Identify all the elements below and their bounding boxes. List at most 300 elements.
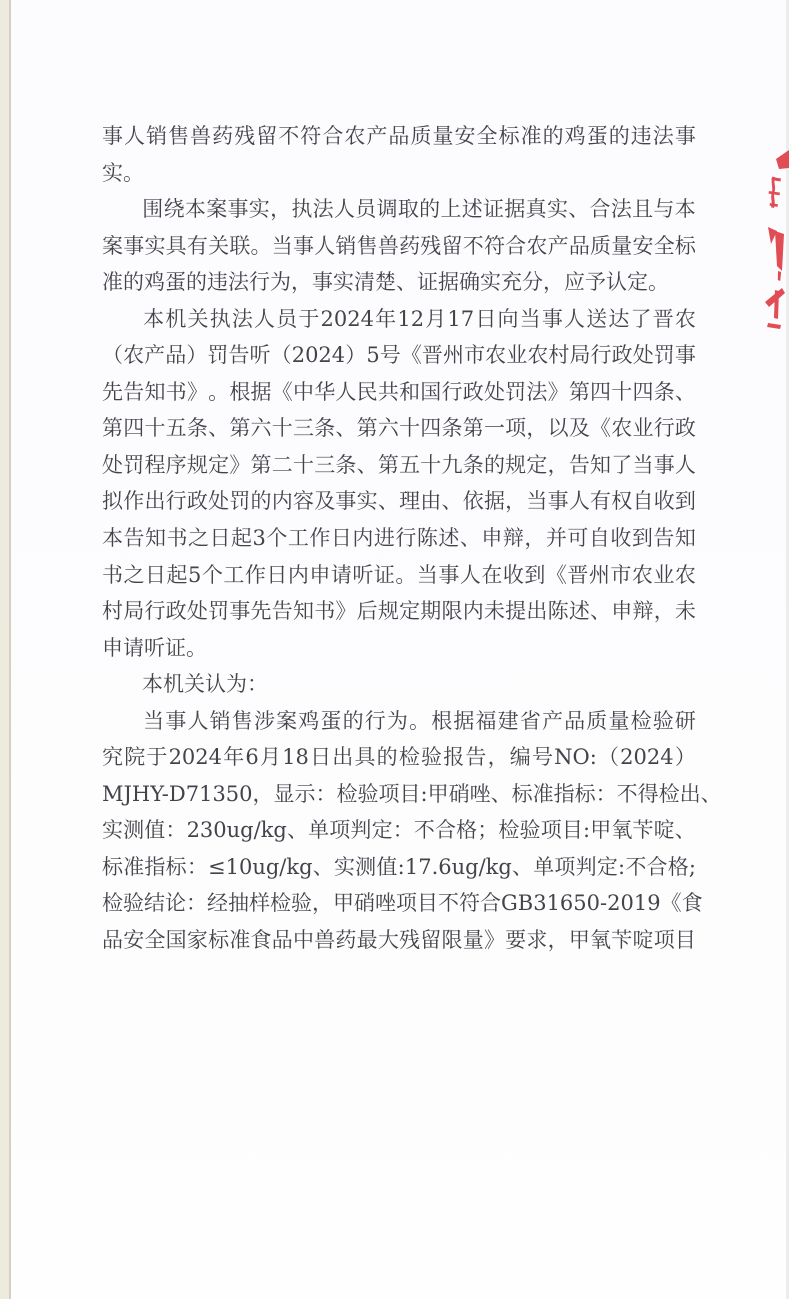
text-token: 的	[250, 489, 272, 514]
text-token: 标	[165, 854, 187, 879]
text-token: 内	[352, 526, 374, 551]
text-token: 事	[292, 233, 314, 258]
text-token: 进	[373, 526, 395, 551]
text-token: 业	[506, 343, 528, 368]
text-token: :	[582, 818, 591, 843]
text-token: 》	[186, 379, 208, 404]
text-token: 实	[546, 197, 568, 222]
text-token: ：	[247, 672, 268, 697]
text-token: 事	[102, 124, 123, 148]
text-token: 政	[165, 599, 187, 624]
text-token: 证	[417, 270, 438, 295]
text-token: 申	[611, 599, 633, 624]
text-token: 市	[610, 562, 632, 587]
text-token: 安	[632, 233, 654, 258]
text-token: 残	[399, 928, 421, 953]
text-token: ，	[547, 452, 569, 477]
text-token: 罚	[653, 343, 675, 368]
document-line	[102, 855, 696, 892]
text-token: 、	[356, 452, 378, 477]
text-token: 应	[564, 270, 585, 295]
text-token: 内	[287, 562, 309, 587]
text-token: 目	[561, 818, 583, 843]
text-token: 在	[481, 562, 503, 587]
text-token: 检	[270, 891, 291, 916]
text-token: 不	[462, 233, 484, 258]
text-token: 证	[483, 197, 505, 222]
text-token: 、	[490, 781, 512, 806]
text-token: 第	[250, 452, 272, 477]
text-token: 违	[630, 124, 652, 148]
text-token: 取	[397, 197, 419, 222]
text-token: 农	[611, 416, 633, 441]
text-token: 理	[399, 489, 421, 514]
text-token: 条	[335, 452, 357, 477]
text-token: 、	[512, 854, 534, 879]
text-token: 具	[165, 233, 187, 258]
text-token: 验	[123, 891, 144, 916]
text-token: 出	[526, 599, 548, 624]
text-token: 州	[443, 343, 464, 368]
text-token: 日	[209, 526, 231, 551]
text-token: 之	[188, 526, 209, 551]
text-token: 农	[344, 124, 366, 148]
text-token: 月	[259, 745, 281, 770]
text-token: 法	[231, 306, 253, 331]
text-token: ，	[270, 197, 292, 222]
text-token: 证	[165, 635, 186, 660]
text-token: 事	[312, 270, 333, 295]
text-token: 产	[547, 233, 569, 258]
text-token: 《	[590, 416, 612, 441]
text-token: 售	[231, 708, 253, 733]
text-token: 条	[653, 379, 675, 404]
text-token: 后	[356, 599, 378, 624]
text-token: :	[397, 854, 405, 879]
text-token: 程	[144, 452, 166, 477]
text-token: 作	[309, 526, 331, 551]
text-token: 显	[273, 781, 295, 806]
text-token: 权	[611, 489, 633, 514]
text-token: 甲	[590, 818, 612, 843]
text-token: NO:	[554, 745, 597, 770]
text-token: 、	[674, 818, 696, 843]
red-seal-fragment-icon	[762, 147, 789, 335]
text-token: 唑	[375, 891, 396, 916]
text-token: 药	[212, 124, 234, 148]
text-token: 、	[700, 781, 722, 806]
text-token: 药	[399, 233, 421, 258]
text-token: 晋	[652, 306, 674, 331]
document-line	[102, 124, 696, 161]
text-token: 本	[142, 672, 163, 697]
text-token: 鸡	[564, 124, 586, 148]
text-token: 的	[483, 452, 505, 477]
text-token: 执	[209, 306, 231, 331]
text-token: 业	[632, 416, 654, 441]
text-token: 留	[420, 928, 442, 953]
text-token: ，	[547, 928, 569, 953]
text-token: 、	[590, 599, 612, 624]
text-token: 合	[505, 233, 527, 258]
text-token: 、	[208, 416, 230, 441]
text-token: 样	[249, 891, 270, 916]
text-token: 5	[188, 562, 202, 587]
text-token: 据	[438, 270, 459, 295]
paragraph-1	[102, 124, 696, 197]
text-token: ;	[688, 854, 696, 879]
text-token: 鸡	[144, 270, 165, 295]
text-token: 规	[505, 452, 527, 477]
text-token: ）	[674, 745, 696, 770]
text-token: 残	[420, 233, 442, 258]
text-token: 得	[637, 781, 659, 806]
text-token: 验	[652, 708, 674, 733]
text-token: 六	[250, 416, 272, 441]
text-token: 罚	[208, 599, 230, 624]
text-token: 当	[416, 562, 438, 587]
text-token: 合	[322, 124, 344, 148]
text-token: 关	[184, 672, 205, 697]
document-body	[102, 124, 722, 965]
text-token: 日	[330, 526, 352, 551]
text-token: 农	[631, 562, 653, 587]
text-token: 辩	[502, 526, 524, 551]
text-token: ，	[524, 526, 546, 551]
text-token: 量	[611, 233, 633, 258]
text-token: 销	[209, 708, 231, 733]
text-token: 项	[505, 416, 527, 441]
text-token: 蛋	[165, 270, 186, 295]
text-token: 当	[632, 452, 654, 477]
text-token: 5	[366, 343, 380, 368]
text-token: 知	[145, 526, 166, 551]
text-token: 兽	[314, 928, 336, 953]
text-token: 向	[497, 306, 519, 331]
text-token: 格	[456, 818, 478, 843]
text-token: 验	[421, 745, 442, 770]
text-token: 12	[397, 306, 425, 331]
text-token: 条	[186, 416, 208, 441]
text-token: 大	[377, 928, 399, 953]
text-token: 罚	[207, 343, 229, 368]
text-token: ，	[252, 781, 274, 806]
text-token: 院	[124, 745, 146, 770]
text-token: 晋	[421, 343, 443, 368]
text-token: 准	[229, 928, 251, 953]
text-token: 局	[123, 599, 145, 624]
text-token: 论	[165, 891, 186, 916]
text-token: 项	[396, 891, 417, 916]
text-token: 人	[674, 452, 696, 477]
text-token: 、	[441, 489, 463, 514]
text-token: 兽	[190, 124, 212, 148]
text-token: 中	[292, 928, 314, 953]
seal-strokes	[765, 150, 789, 329]
text-token: 政	[674, 416, 696, 441]
text-token: 。	[648, 270, 669, 295]
text-token: 甲	[427, 781, 449, 806]
text-token: 日	[310, 745, 332, 770]
text-token: 上	[440, 197, 462, 222]
text-token: 罚	[229, 489, 251, 514]
text-token: 。	[208, 379, 230, 404]
text-token: 硝	[448, 781, 470, 806]
text-token: 证	[373, 562, 395, 587]
text-token: 啶	[653, 818, 675, 843]
text-token: 第	[102, 416, 123, 441]
text-token: 《	[545, 562, 567, 587]
text-token: 听	[249, 343, 271, 368]
document-line	[102, 781, 722, 819]
text-token: 收	[502, 562, 524, 587]
text-token: 工	[287, 526, 309, 551]
text-token: 了	[630, 306, 652, 331]
text-token: 规	[377, 599, 399, 624]
text-token: 指	[144, 854, 166, 879]
text-token: 农	[674, 562, 696, 587]
text-token: 五	[165, 416, 187, 441]
text-token: 村	[548, 343, 570, 368]
text-token: 联	[229, 233, 251, 258]
text-token: 品	[102, 928, 123, 953]
text-token: 未	[674, 599, 696, 624]
text-token: 测	[123, 818, 145, 843]
text-token: 自	[588, 526, 610, 551]
text-token: 不	[438, 891, 459, 916]
text-token: ：	[315, 781, 337, 806]
text-token: 出	[679, 781, 701, 806]
text-token: 家	[186, 928, 208, 953]
text-token: 、	[396, 270, 417, 295]
text-token: 共	[377, 379, 399, 404]
text-token: 2024	[291, 343, 346, 368]
text-token: 四	[632, 379, 654, 404]
text-token: 230ug/kg	[186, 818, 287, 843]
text-token: 目	[399, 781, 421, 806]
text-token: 示	[294, 781, 316, 806]
text-token: 研	[674, 708, 696, 733]
text-token: 书	[314, 599, 336, 624]
text-token: 17	[447, 306, 475, 331]
document-line	[102, 489, 696, 526]
text-token: 人	[568, 489, 590, 514]
text-token: 确	[459, 270, 480, 295]
text-token: 食	[250, 928, 272, 953]
text-token: 。	[186, 635, 207, 660]
text-token: 检	[398, 745, 420, 770]
text-token: ）	[186, 343, 208, 368]
text-token: 四	[420, 416, 442, 441]
text-token: 量	[608, 708, 630, 733]
text-token: 月	[425, 306, 447, 331]
text-token: 根	[431, 708, 453, 733]
text-token: 、	[377, 489, 399, 514]
text-token: 十	[611, 379, 633, 404]
text-token: 业	[653, 562, 675, 587]
text-token: 、	[312, 854, 334, 879]
text-token: 农	[526, 233, 548, 258]
text-token: 案	[276, 708, 298, 733]
text-token: 陈	[416, 526, 438, 551]
text-token: 政	[186, 489, 208, 514]
text-token: 氧	[611, 818, 633, 843]
text-token: 农	[485, 343, 507, 368]
text-token: 规	[186, 452, 208, 477]
text-token: 17.6ug/kg	[404, 854, 512, 879]
document-line	[102, 891, 703, 928]
text-token: 兽	[377, 233, 399, 258]
document-line	[102, 234, 696, 271]
text-token: 据	[453, 708, 475, 733]
text-token: 期	[420, 599, 442, 624]
text-token: 事	[674, 124, 696, 148]
text-token: 清	[354, 270, 375, 295]
text-token: 申	[102, 635, 123, 660]
text-token: 十	[399, 416, 421, 441]
text-token: 条	[441, 416, 463, 441]
text-token: 人	[124, 124, 146, 148]
document-line	[102, 416, 696, 453]
text-token: 局	[569, 343, 591, 368]
text-token: 》	[483, 928, 505, 953]
text-token: 量	[462, 928, 484, 953]
text-token: 四	[590, 379, 612, 404]
text-token: 法	[312, 197, 334, 222]
text-token: 罚	[123, 452, 145, 477]
text-token: 内	[462, 599, 484, 624]
text-token: MJHY-D71350	[102, 781, 253, 806]
text-token: 目	[417, 891, 438, 916]
text-token: 十	[144, 416, 166, 441]
text-token: 安	[123, 928, 145, 953]
text-token: 测	[355, 854, 377, 879]
text-token: 人	[254, 306, 276, 331]
text-token: ≤10ug/kg	[208, 854, 313, 879]
text-token: 2024	[320, 306, 374, 331]
paragraph-3	[102, 307, 696, 672]
text-token: 品	[271, 928, 293, 953]
text-token: 结	[144, 891, 165, 916]
text-token: 申	[481, 526, 503, 551]
text-token: 人	[564, 306, 586, 331]
text-token: 听	[144, 635, 165, 660]
text-token: 民	[356, 379, 378, 404]
text-token: 事	[227, 197, 249, 222]
text-token: 单	[533, 854, 555, 879]
text-token: 本	[184, 197, 206, 222]
text-token: 法	[652, 124, 674, 148]
text-token: 行	[653, 416, 675, 441]
text-token: 合	[589, 197, 611, 222]
text-token: 不	[625, 854, 647, 879]
text-token: 》	[229, 452, 251, 477]
text-token: 事	[653, 452, 675, 477]
text-token: 、	[459, 526, 481, 551]
text-token: 标	[511, 781, 533, 806]
text-token: 标	[498, 124, 520, 148]
text-token: 检	[336, 781, 358, 806]
text-token: 判	[350, 818, 372, 843]
text-token: 氧	[590, 928, 612, 953]
text-token: 三	[314, 452, 336, 477]
text-token: ：	[165, 818, 187, 843]
text-token: 工	[223, 562, 245, 587]
text-token: 苄	[632, 818, 654, 843]
text-token: 的	[186, 270, 207, 295]
text-token: GB31650-2019	[501, 891, 661, 916]
text-token: 食	[681, 891, 703, 916]
text-token: 绕	[163, 197, 185, 222]
text-token: 不	[616, 781, 638, 806]
text-token: 售	[168, 124, 190, 148]
text-token: 作	[244, 562, 266, 587]
text-token: 行	[165, 489, 187, 514]
text-token: 品	[564, 708, 586, 733]
text-token: 残	[234, 124, 256, 148]
text-token: 第	[568, 379, 590, 404]
text-token: 分	[522, 270, 543, 295]
document-line	[102, 745, 696, 782]
text-token: 准	[532, 781, 554, 806]
text-token: 人	[187, 708, 209, 733]
text-token: 定	[596, 854, 618, 879]
text-token: 2024	[168, 745, 223, 770]
text-token: 晋	[567, 562, 589, 587]
document-line	[102, 380, 696, 417]
text-token: 事	[229, 599, 251, 624]
text-token: 华	[314, 379, 336, 404]
text-token: 的	[608, 124, 630, 148]
text-token: 书	[166, 526, 188, 551]
text-token: 行	[249, 270, 270, 295]
text-token: 行	[364, 708, 386, 733]
text-token: 的	[342, 708, 364, 733]
text-token: 符	[483, 233, 505, 258]
text-token: 《	[660, 891, 682, 916]
text-token: 全	[144, 928, 166, 953]
text-token: 九	[441, 452, 463, 477]
text-token: 告	[653, 526, 675, 551]
text-token: 据	[250, 379, 272, 404]
text-token: 检	[102, 891, 123, 916]
text-token: 本	[143, 306, 165, 331]
text-token: 及	[314, 489, 336, 514]
text-token: 福	[475, 708, 497, 733]
text-token: 的	[542, 124, 564, 148]
text-token: 项	[540, 818, 562, 843]
text-token: 目	[674, 928, 696, 953]
document-line	[102, 672, 696, 709]
text-token: 值	[144, 818, 166, 843]
text-token: 请	[330, 562, 352, 587]
text-token: 年	[223, 745, 245, 770]
text-token: 处	[102, 452, 123, 477]
document-line	[102, 928, 696, 965]
text-token: 国	[420, 379, 442, 404]
text-token: 违	[207, 270, 228, 295]
text-token: 及	[568, 416, 590, 441]
text-token: 苄	[611, 928, 633, 953]
text-token: 产	[366, 124, 388, 148]
text-token: 涉	[253, 708, 275, 733]
text-token: 、	[335, 416, 357, 441]
document-line	[102, 307, 696, 344]
text-token: 到	[674, 489, 696, 514]
text-token: 和	[399, 379, 421, 404]
text-token: ，	[653, 599, 675, 624]
text-token: 州	[588, 562, 610, 587]
